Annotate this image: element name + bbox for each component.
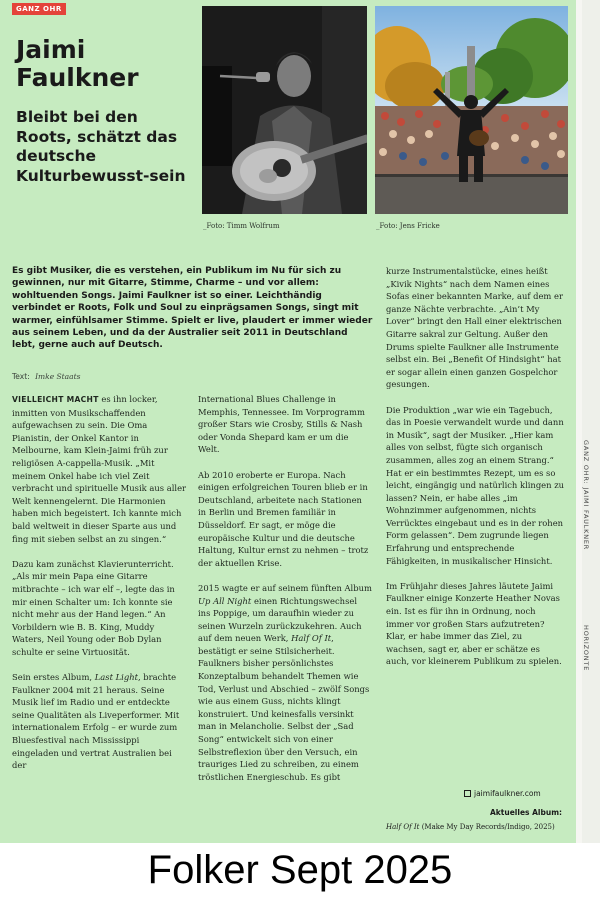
body-paragraph: Die Produktion „war wie ein Tagebuch, das in Poesie verwandelt wurde und dann in Musik“, sagt der Musiker. „Hier kam alles von selbst, fügte sich organisch zusammen, alles zog an einem Strang.“ Hat er ein bestimmtes Rezept, um es so leicht, eingängig und natürlich klingen zu lassen? Nein, er habe alles „im Wohnzimmer aufgenommen, nichts Verrücktes eingebaut und es in der rohen Form gelassen“. Dem zugrunde liegen Erfahrung und entsprechende Fähigkeiten, in musikalischer Hinsicht.	[386, 404, 564, 566]
concert-crowd-photo	[375, 6, 568, 214]
running-head-label: HORIZONTE	[582, 625, 590, 672]
lead-in: VIELLEICHT MACHT	[12, 395, 99, 404]
concert-crowd-illustration	[375, 6, 568, 214]
article-title: Jaimi Faulkner	[16, 35, 139, 92]
body-paragraph: International Blues Challenge in Memphis, Tennessee. Im Vorprogramm großer Stars wie Crosby, Stills & Nash oder Vonda Shepard kam er um die Welt.	[198, 394, 365, 455]
musician-guitar-photo	[202, 6, 367, 214]
album-label: Aktuelles Album:	[490, 808, 563, 817]
album-info	[386, 823, 555, 831]
image-caption: Folker Sept 2025	[147, 848, 453, 892]
running-head-2	[582, 625, 596, 853]
photo-credit-2: _Foto: Jens Fricke	[376, 222, 440, 230]
musician-guitar-illustration	[202, 6, 367, 214]
body-paragraph: Sein erstes Album, Last Light, brachte Faulkner 2004 mit 21 heraus. Seine Musik lief im Radio und er entdeckte seine Qualitäten als Liveperformer. Mit internationalem Erfolg – er wurde zum Bluesfestival nach Mississippi eingeladen und vertrat Australien bei der	[12, 672, 180, 771]
body-paragraph: Ab 2010 eroberte er Europa. Nach einigen erfolgreichen Touren blieb er in Deutschland, arbeitete nach Stationen in Berlin und Bremen familiär in Düsseldorf. Er sagt, er möge die europäische Kultur und die deutsche Haltung, Kultur ernst zu nehmen – trotz der aktuellen Krise.	[198, 469, 369, 568]
body-paragraph: Dazu kam zunächst Klavierunterricht. „Als mir mein Papa eine Gitarre mitbrachte – ich war elf –, legte das in mir einen Schalter um: Ich konnte sie nicht mehr aus der Hand legen.“ An Vorbildern wie B. B. King, Muddy Waters, Neil Young oder Bob Dylan schulte er seine Virtuosität.	[12, 558, 175, 657]
body-paragraph: Im Frühjahr dieses Jahres läutete Jaimi Faulkner einige Konzerte Heather Novas ein. Ist es für ihn in Ordnung, noch immer vor großen Stars aufzutreten? Klar, er habe immer das Ziel, zu wachsen, sagt er, aber er schätze es auch, vor kleinerem Publikum zu spielen.	[386, 580, 562, 667]
byline	[12, 372, 81, 381]
article-intro: Es gibt Musiker, die es verstehen, ein Publikum im Nu für sich zu gewinnen, nur mit Gitarre, Stimme, Charme – und vor allem: wohltuenden Songs. Jaimi Faulkner ist so einer. Leichthändig verbindet er Roots, Folk und Soul zu einprägsamen Songs, singt mit warmer, einfühlsamer Stimme. Spielt er live, plaudert er immer wieder aus seinem Leben, und da der Australier seit 2011 in Deutschland lebt, gerne auch auf Deutsch.	[12, 266, 373, 351]
body-column-1	[12, 393, 188, 784]
album-title: Half Of It	[386, 823, 420, 831]
body-paragraph: 2015 wagte er auf seinem fünften Album Up All Night einen Richtungswechsel ins Poppige, um daraufhin wieder zu seinen Wurzeln zurückzukehren. Auch auf dem neuen Werk, Half Of It, bestätigt er seine Stilsicherheit. Faulkners bisher persönlichstes Konzeptalbum behandelt Themen wie Tod, Verlust und Abschied – zwölf Songs wie aus einem Guss, nichts klingt konstruiert. Und keinesfalls versinkt man in Melancholie. Selbst der „Sad Song“ entwickelt sich von einer Selbstreflexion über den Versuch, ein trauriges Lied zu schreiben, zu einem tröstlichen Energieschub. Es gibt	[198, 582, 372, 782]
section-tag: GANZ OHR	[12, 3, 66, 15]
body-column-2	[198, 393, 372, 796]
article-subtitle: Bleibt bei den Roots, schätzt das deutsche Kulturbewusst-sein	[16, 108, 186, 185]
website-text: jaimifaulkner.com	[474, 789, 541, 798]
running-section: GANZ OHR: JAIMI FAULKNER	[582, 440, 590, 551]
album-meta: (Make My Day Records/Indigo, 2025)	[421, 823, 555, 831]
body-paragraph: VIELLEICHT MACHT es ihn locker, inmitten von Musikschaffenden aufgewachsen zu sein. Die Oma Pianistin, der Onkel Kantor in Melbourne, kam Klein-Jaimi früh zur religiösen A-cappella-Musik. „Mit meinem Onkel habe ich viel Zeit verbracht und spirituelle Musik aus aller Welt kennengelernt. Die Harmonien haben mich begeistert. Ich kannte mich bald weltweit in dieser Sparte aus und fing mit sieben selbst an zu singen.“	[12, 394, 187, 544]
photo-credit-1: _Foto: Timm Wolfrum	[203, 222, 280, 230]
website-link[interactable]	[464, 789, 541, 798]
byline-author: Imke Staats	[35, 372, 81, 381]
body-column-3	[386, 265, 564, 681]
external-link-icon	[464, 790, 471, 797]
body-paragraph: kurze Instrumentalstücke, eines heißt „Kivik Nights“ nach dem Namen eines Sofas einer bekannten Marke, auf dem er ganze Nächte verbrachte. „Ain’t My Lover“ bringt den Hall einer elektrischen Gitarre sakral zur Geltung. Außer den Drums spielte Faulkner alle Instrumente selbst ein. Bei „Benefit Of Hindsight“ hat er sogar allein einen ganzen Gospelchor gesungen.	[386, 266, 563, 390]
byline-label: Text:	[12, 372, 30, 381]
